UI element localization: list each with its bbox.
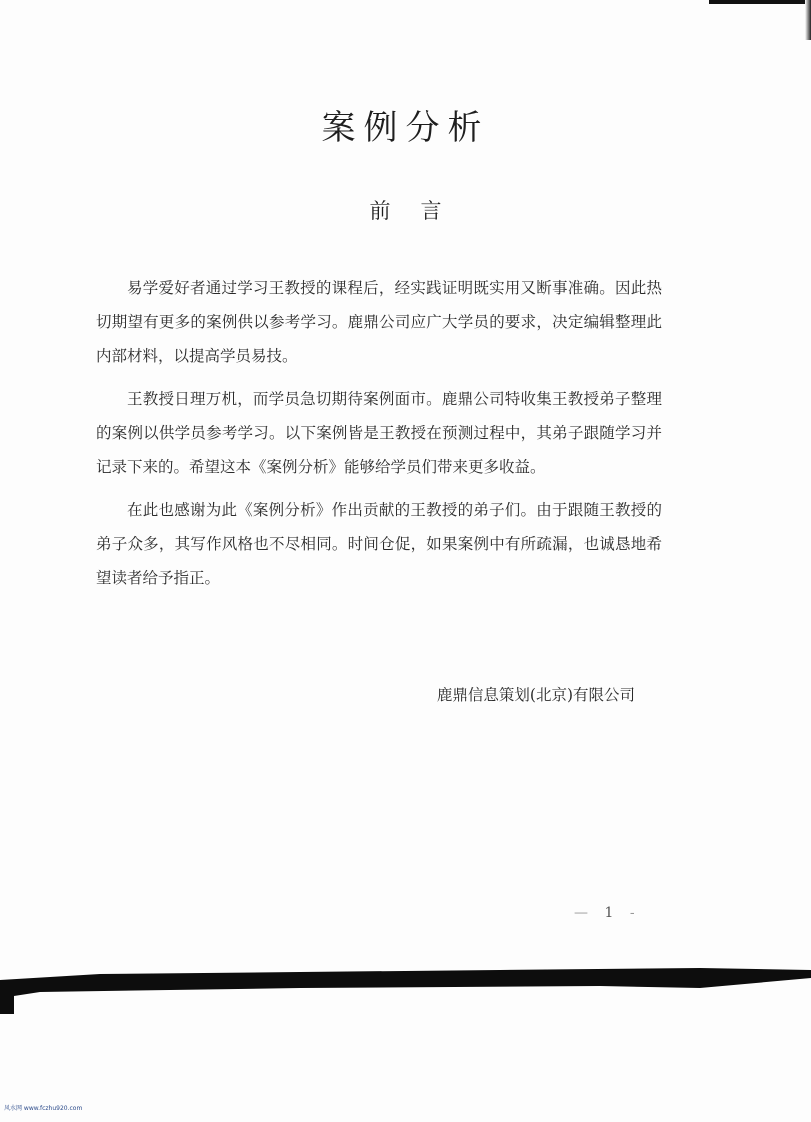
- site-watermark: 风水网 www.fczhu920.com: [4, 1105, 83, 1112]
- scan-edge-top: [709, 0, 811, 4]
- page-title: 案例分析: [321, 108, 490, 148]
- preface-paragraph-3: 在此也感谢为此《案例分析》作出贡献的王教授的弟子们。由于跟随王教授的弟子众多，其写作风格也不尽相同。时间仓促，如果案例中有所疏漏，也诚恳地希望读者给予指正。: [96, 501, 662, 587]
- page-number: [574, 905, 641, 921]
- company-signature: 鹿鼎信息策划(北京)有限公司: [436, 686, 635, 704]
- page-number-dash-left: —: [574, 905, 594, 921]
- page-number-value: 1: [604, 905, 620, 921]
- page-number-dash-right: -: [629, 905, 641, 921]
- scan-edge-right: [805, 0, 811, 40]
- section-heading: 前言: [369, 199, 472, 223]
- scan-shadow-band: [0, 966, 811, 1014]
- preface-paragraph-2: 王教授日理万机，而学员急切期待案例面市。鹿鼎公司特收集王教授弟子整理的案例以供学员参考学习。以下案例皆是王教授在预测过程中，其弟子跟随学习并记录下来的。希望这本《案例分析》能够给学员们带来更多收益。: [96, 390, 662, 476]
- preface-body: [96, 271, 662, 604]
- preface-paragraph-1: 易学爱好者通过学习王教授的课程后，经实践证明既实用又断事准确。因此热切期望有更多的案例供以参考学习。鹿鼎公司应广大学员的要求，决定编辑整理此内部材料，以提高学员易技。: [96, 279, 662, 365]
